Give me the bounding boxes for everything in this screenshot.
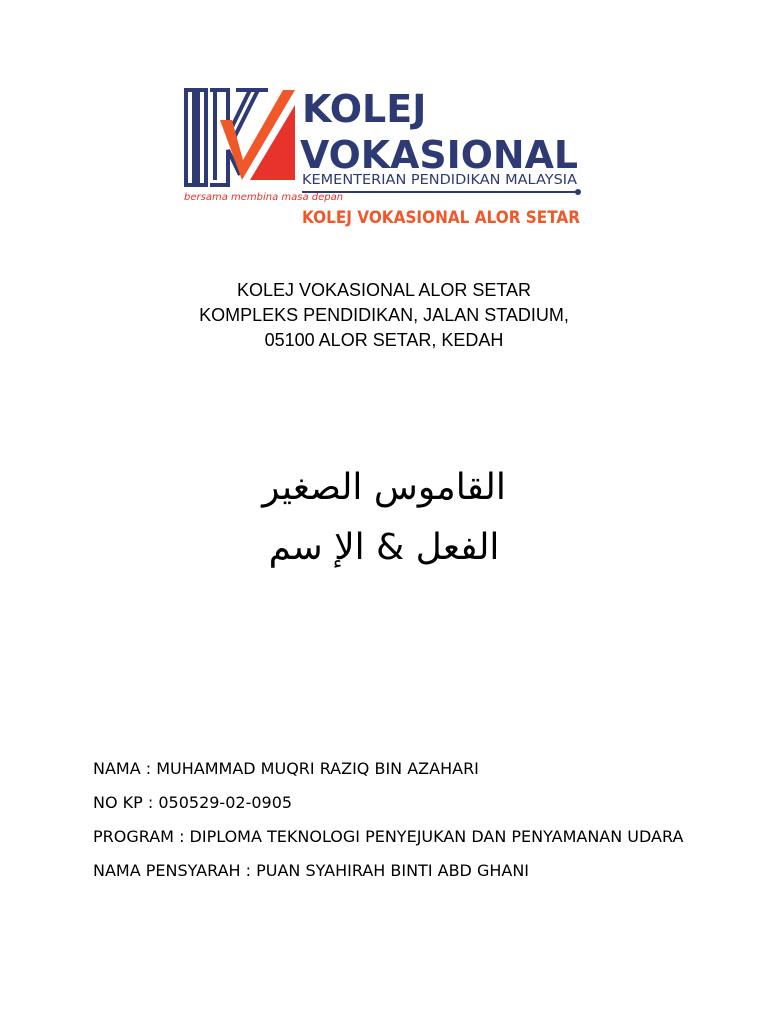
lecturer-name: NAMA PENSYARAH : PUAN SYAHIRAH BINTI ABD GHANI [93,861,530,880]
kv-logo-graphic [180,80,590,230]
student-name: NAMA : MUHAMMAD MUQRI RAZIQ BIN AZAHARI [93,759,479,778]
logo-tagline: bersama membina masa depan [184,192,344,203]
student-ic-number: NO KP : 050529-02-0905 [93,793,293,812]
address-line-1: KOLEJ VOKASIONAL ALOR SETAR [236,280,532,300]
document-title [0,458,768,578]
address-line-2: KOMPLEKS PENDIDIKAN, JALAN STADIUM, [199,305,569,325]
address-line-3: 05100 ALOR SETAR, KEDAH [264,330,504,350]
student-program: PROGRAM : DIPLOMA TEKNOLOGI PENYEJUKAN DAN PENYAMANAN UDARA [93,827,684,846]
logo-word-kolej: KOLEJ [302,87,427,131]
logo-ministry: KEMENTERIAN PENDIDIKAN MALAYSIA [302,173,578,188]
college-address [0,278,768,353]
title-line-1: القاموس الصغير [262,467,506,508]
logo-word-vokasional: VOKASIONAL [300,133,578,177]
logo-college-name: KOLEJ VOKASIONAL ALOR SETAR [302,208,580,228]
title-line-2: الفعل & الإ سم [268,527,500,568]
student-details [93,756,693,892]
logo-rule-dot [575,189,581,195]
college-logo [180,80,590,230]
